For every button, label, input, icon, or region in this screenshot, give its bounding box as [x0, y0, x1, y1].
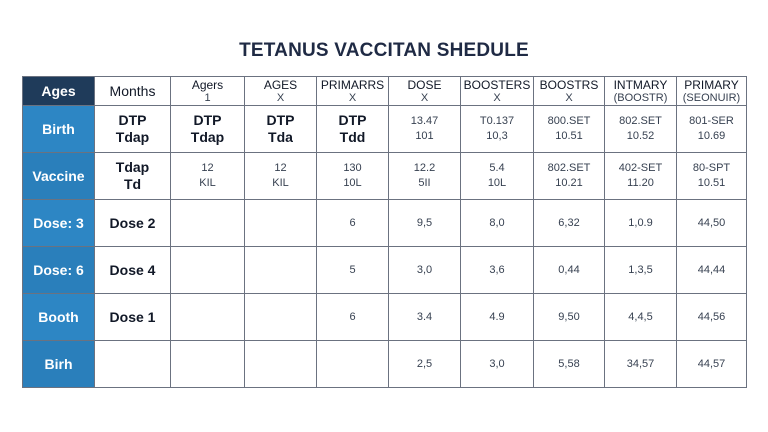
table-cell: 3,0	[461, 341, 534, 388]
table-cell: DTP Tda	[245, 106, 317, 153]
table-cell: 802.SET 10.52	[605, 106, 677, 153]
table-cell: 12.2 5II	[389, 153, 461, 200]
table-cell: 9,5	[389, 200, 461, 247]
row-dose-name: Dose 4	[95, 247, 171, 294]
table-cell: 130 10L	[317, 153, 389, 200]
column-header-months: Months	[95, 77, 171, 106]
column-header-ages-upper: AGES X	[245, 77, 317, 106]
table-cell: 3,0	[389, 247, 461, 294]
table-cell	[317, 341, 389, 388]
table-cell: 4,4,5	[605, 294, 677, 341]
column-header-primarrs: PRIMARRS X	[317, 77, 389, 106]
column-header-agers: Agers 1	[171, 77, 245, 106]
table-cell: 8,0	[461, 200, 534, 247]
row-label: Dose: 3	[23, 200, 95, 247]
table-cell: 402-SET 11.20	[605, 153, 677, 200]
column-header-ages: Ages	[23, 77, 95, 106]
vaccine-schedule-table	[22, 76, 747, 388]
row-vaccine-name: Tdap Td	[95, 153, 171, 200]
table-cell: 5.4 10L	[461, 153, 534, 200]
table-cell: 3,6	[461, 247, 534, 294]
table-cell: 801-SER 10.69	[677, 106, 747, 153]
table-cell: 34,57	[605, 341, 677, 388]
table-cell: 4.9	[461, 294, 534, 341]
table-cell	[245, 341, 317, 388]
table-row	[23, 341, 747, 388]
page-title: TETANUS VACCITAN SHEDULE	[239, 40, 529, 61]
row-label: Birh	[23, 341, 95, 388]
table-cell: 44,57	[677, 341, 747, 388]
table-cell: 6,32	[534, 200, 605, 247]
table-cell	[245, 247, 317, 294]
row-label: Booth	[23, 294, 95, 341]
table-cell: DTP Tdap	[171, 106, 245, 153]
table-cell: 9,50	[534, 294, 605, 341]
column-header-dose: DOSE X	[389, 77, 461, 106]
table-cell: 80-SPT 10.51	[677, 153, 747, 200]
table-cell: 13.47 101	[389, 106, 461, 153]
table-cell: 1,3,5	[605, 247, 677, 294]
table-cell: 12 KIL	[245, 153, 317, 200]
table-cell: 800.SET 10.51	[534, 106, 605, 153]
table-cell: 44,50	[677, 200, 747, 247]
table-cell: 12 KIL	[171, 153, 245, 200]
row-label: Birth	[23, 106, 95, 153]
table-cell: 3.4	[389, 294, 461, 341]
table-cell: 44,56	[677, 294, 747, 341]
table-row	[23, 106, 747, 153]
row-label: Dose: 6	[23, 247, 95, 294]
table-cell	[245, 200, 317, 247]
table-cell: 1,0.9	[605, 200, 677, 247]
table-cell: 802.SET 10.21	[534, 153, 605, 200]
row-label: Vaccine	[23, 153, 95, 200]
table-cell	[171, 341, 245, 388]
table-cell: 5,58	[534, 341, 605, 388]
column-header-boosters: BOOSTERS X	[461, 77, 534, 106]
column-header-intmary: INTMARY (BOOSTR)	[605, 77, 677, 106]
table-cell	[171, 247, 245, 294]
table-cell: 6	[317, 294, 389, 341]
table-cell: T0.137 10,3	[461, 106, 534, 153]
header-row	[23, 77, 747, 106]
table-cell	[171, 294, 245, 341]
table-cell: DTP Tdd	[317, 106, 389, 153]
table-row	[23, 247, 747, 294]
row-dose-name: Dose 2	[95, 200, 171, 247]
table-cell: 44,44	[677, 247, 747, 294]
table-cell: 5	[317, 247, 389, 294]
table-row	[23, 294, 747, 341]
table-cell: 2,5	[389, 341, 461, 388]
table-cell: 6	[317, 200, 389, 247]
column-header-boostrs: BOOSTRS X	[534, 77, 605, 106]
row-dose-name: Dose 1	[95, 294, 171, 341]
table-cell	[245, 294, 317, 341]
table-row	[23, 200, 747, 247]
column-header-primary: PRIMARY (SEONUIR)	[677, 77, 747, 106]
row-vaccine-name: DTP Tdap	[95, 106, 171, 153]
table-cell	[171, 200, 245, 247]
row-dose-name	[95, 341, 171, 388]
table-row	[23, 153, 747, 200]
table-cell: 0,44	[534, 247, 605, 294]
